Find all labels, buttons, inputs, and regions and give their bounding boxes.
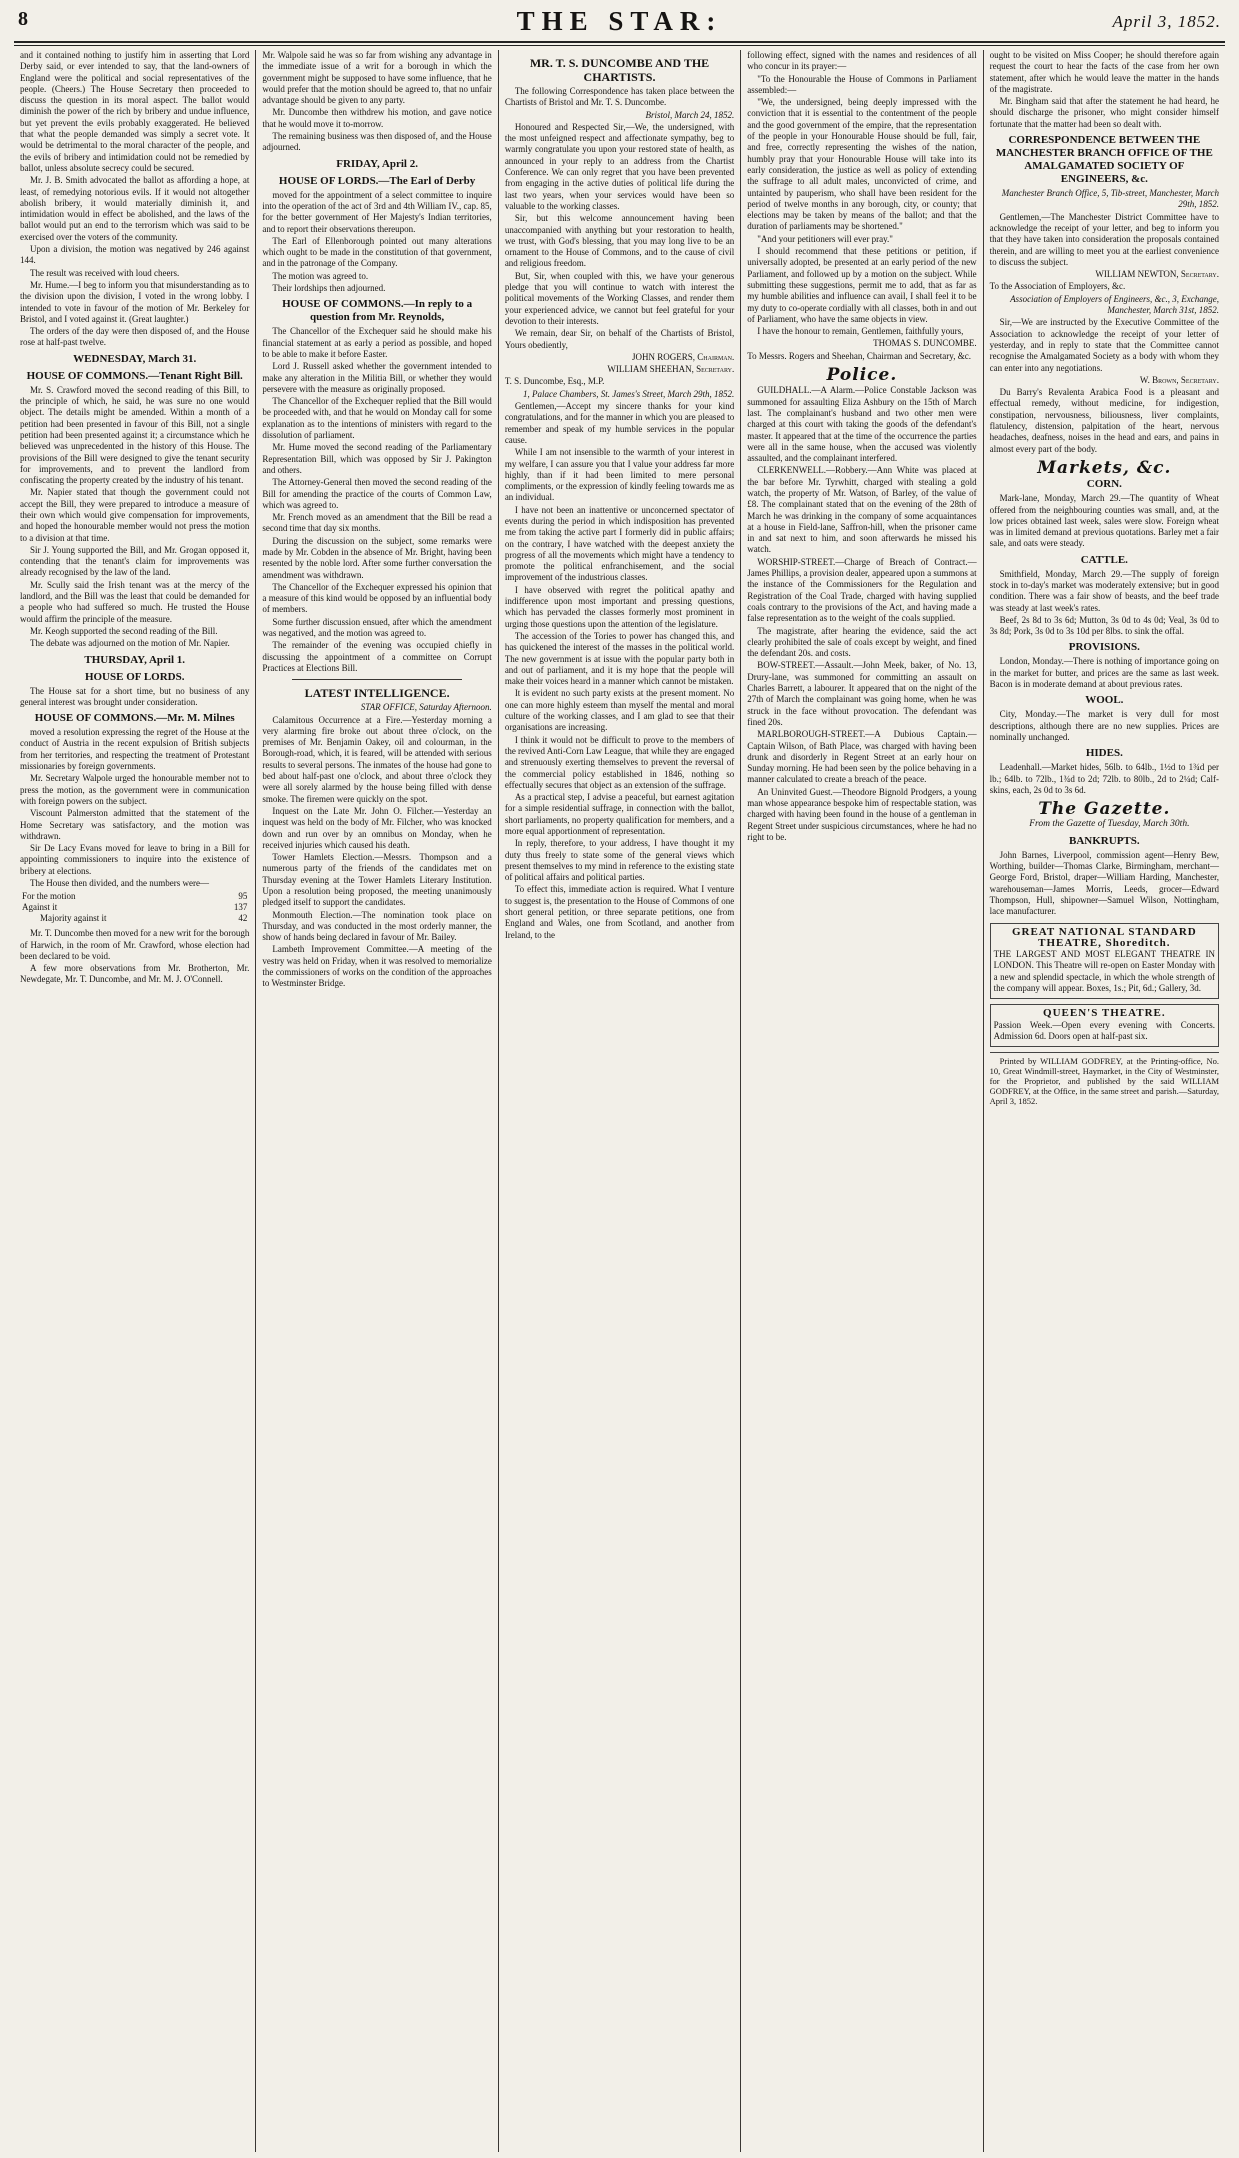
paragraph: Inquest on the Late Mr. John O. Filcher.—Yesterday an inquest was held on the body of Mr. Filcher, who was knocked down and run over by an omnibus on Monday, when he received injuries which caused his death. [262,805,492,850]
ad-title: QUEEN'S THEATRE. [1043,1007,1166,1020]
paragraph: Mr. Hume moved the second reading of the Parliamentary Representation Bill, which was opposed by Sir J. Pakington and others. [262,442,492,475]
dateline: 1, Palace Chambers, St. James's Street, March 29th, 1852. [522,388,735,399]
division-table [20,891,249,924]
section-heading: HOUSE OF COMMONS.—In reply to a question from Mr. Reynolds, [282,298,473,324]
market-subheading: CORN. [1086,478,1122,491]
paragraph: Some further discussion ensued, after which the amendment was negatived, and the motion was agreed to. [262,616,492,639]
paragraph: Mr. Walpole said he was so far from wishing any advantage in the immediate issue of a writ for a borough in which the government might be supposed to have some influence, that he would prefer that the motion should be agreed to, that no unfair advantage should be given to any party. [262,50,492,106]
paragraph: City, Monday.—The market is very dull for most descriptions, although there are no new supplies. Prices are nominally unchanged. [989,709,1220,742]
police-heading: Police. [826,365,898,386]
section-heading: HOUSE OF COMMONS.—Mr. M. Milnes [34,712,235,725]
column-1 [14,50,256,2152]
paragraph: John Barnes, Liverpool, commission agent—Henry Bew, Worthing, builder—Thomas Clarke, Birmingham, merchant—George Ford, Bristol, draper—William Harding, Manchester, warehouseman—James Morris, Leeds, grocer—Edward Thompson, Hull, shipowner—Samuel Wilson, Nottingham, lace manufacturer. [989,849,1220,917]
paragraph: While I am not insensible to the warmth of your interest in my welfare, I can assure you that I value your address far more highly, than if it had been limited to mere personal compliments, or the expression of kindly feeling towards me as an individual. [504,447,735,503]
paragraph: Mr. Hume.—I beg to inform you that misunderstanding as to the division upon the division, I voted in the wrong lobby. I intended to vote in favour of the motion of Mr. Berkeley for Bristol, and I voted against it. (Great laughter.) [20,279,250,324]
petition-text: "We, the undersigned, being deeply impressed with the conviction that it is essential to the contentment of the people and the good government of the empire, that the representation of the people in your Honourable House should be full, fair, and free, correctly representing the wishes of the nation, humbly pray that your Honourable House will take into its early consideration, the justice as well as policy of extending the suffrage to all adult males, unconvicted of crime, and untainted by pauperism, who shall have been resident for the period of twelve months in any borough, city, or county; that elections may be taken by means of the ballot; and that the duration of parliaments may be shortened." [747,97,977,232]
column-4 [741,50,983,2152]
paragraph: Mr. French moved as an amendment that the Bill be read a second time that day six months. [262,512,492,534]
paragraph: moved a resolution expressing the regret of the House at the conduct of Austria in the recent expulsion of British subjects from her territories, and respecting the treatment of Protestant missionaries by foreign governments. [20,727,250,772]
price-list: Beef, 2s 8d to 3s 6d; Mutton, 3s 0d to 4s 0d; Veal, 3s 0d to 3s 8d; Pork, 3s 0d to 3s 10d per 8lbs. to sink the offal. [989,614,1220,637]
printer-imprint: Printed by WILLIAM GODFREY, at the Printing-office, No. 10, Great Windmill-street, Haymarket, in the City of Westminster, for the Proprietor, and published by the said WILLIAM GODFREY, at the Office, in the same street and parish.—Saturday, April 3, 1852. [990,1052,1219,1106]
section-heading: HOUSE OF COMMONS.—Tenant Right Bill. [26,369,243,382]
article-heading: MR. T. S. DUNCOMBE AND THE CHARTISTS. [529,56,710,84]
dateline: Association of Employers of Engineers, &c., 3, Exchange, Manchester, March 31st, 1852. [1010,293,1220,316]
paragraph: BOW-STREET.—Assault.—John Meek, baker, of No. 13, Drury-lane, was summoned for committing an assault on Charles Barrett, a labourer. It appeared that on the night of the 27th of March the complainant was going home, when he was struck in the face without provocation. The defendant was fined 20s. [747,660,977,727]
paragraph: moved for the appointment of a select committee to inquire into the operation of the act of 3rd and 4th William IV., cap. 85, for the better government of Her Majesty's Indian territories, and to report their observations thereupon. [262,189,492,234]
day-heading: WEDNESDAY, March 31. [73,352,197,365]
paragraph: Calamitous Occurrence at a Fire.—Yesterday morning a very alarming fire broke out about three o'clock, on the premises of Mr. Benjamin Oakey, oil and colourman, in the Borough-road, which, it is feared, will be attended with serious results to several persons. The inmates of the house had gone to bed about half-past one o'clock, and about three o'clock they were all sorely alarmed by the house being filled with dense smoke. The firemen were quickly on the spot. [262,714,492,804]
masthead-rule-thin [14,45,1225,46]
divider [292,679,461,680]
paragraph: WORSHIP-STREET.—Charge of Breach of Contract.—James Phillips, a provision dealer, appeared upon a summons at the instance of the Commissioners for the Regulation and Registration of the Coal Trade, charged with having supplied coals contrary to the provisions of the Act, and having made a false representation as to the weight of the coals supplied. [747,556,977,624]
division-row: Against it 137 [22,902,248,913]
article-heading: CORRESPONDENCE BETWEEN THE MANCHESTER BRANCH OFFICE OF THE AMALGAMATED SOCIETY OF ENGINEERS, &c. [995,134,1213,186]
signature: THOMAS S. DUNCOMBE. [873,338,977,349]
paragraph: Upon a division, the motion was negatived by 246 against 144. [20,244,250,266]
paragraph: following effect, signed with the names and residences of all who concur in its prayer:— [747,50,977,72]
column-3 [499,50,741,2152]
ad-body: Passion Week.—Open every evening with Concerts. Admission 6d. Doors open at half-past six. [993,1019,1216,1041]
section-heading: HOUSE OF LORDS. [84,670,185,683]
paragraph: Smithfield, Monday, March 29.—The supply of foreign stock in to-day's market was moderately extensive; but in good condition. There was a fair show of beasts, and the beef trade was steady at last week's rates. [989,568,1220,613]
paragraph: MARLBOROUGH-STREET.—A Dubious Captain.—Captain Wilson, of Bath Place, was charged with having been drunk and disorderly in Regent Street at an early hour on Sunday morning. He had been seen by the police behaving in a manner calculated to create a breach of the peace. [747,729,977,785]
ad-body: THE LARGEST AND MOST ELEGANT THEATRE IN LONDON. This Theatre will re-open on Easter Monday with a new and splendid spectacle, in which the whole strength of the company will appear. Boxes, 1s.; Pit, 6d.; Gallery, 3d. [993,949,1216,993]
paragraph: The Attorney-General then moved the second reading of the Bill for amending the practice of the courts of Common Law, which was agreed to. [262,477,492,510]
ad-title: GREAT NATIONAL STANDARD THEATRE, Shoreditch. [1011,925,1197,949]
division-row: Majority against it 42 [40,913,248,924]
paragraph: Lord J. Russell asked whether the government intended to make any alteration in the Militia Bill, or whether they would persevere with the measure as originally proposed. [262,361,492,394]
paragraph: Monmouth Election.—The nomination took place on Thursday, and was conducted in the most orderly manner, the show of hands being declared in favour of Mr. Bailey. [262,909,492,943]
paragraph: The remaining business was then disposed of, and the House adjourned. [262,131,492,153]
gazette-subheading: From the Gazette of Tuesday, March 30th. [1029,819,1190,830]
addressee: T. S. Duncombe, Esq., M.P. [504,376,605,387]
paragraph: A few more observations from Mr. Brotherton, Mr. Newdegate, Mr. T. Duncombe, and Mr. M. J. O'Connell. [20,963,250,985]
paragraph: Sir,—We are instructed by the Executive Committee of the Association to acknowledge the receipt of your letter of yesterday, and in reply to state that the Committee cannot recognise the Amalgamated Society as a body with whom they can enter into any negotiations. [989,317,1220,373]
paragraph: The motion was agreed to. [272,270,369,281]
signature: W. Brown, Secretary. [1139,374,1220,385]
paragraph: I have observed with regret the political apathy and indifference upon most important and pressing questions, which has pervaded the classes formerly most prominent in urging those questions upon the attention of the legislature. [504,584,735,629]
paragraph: Viscount Palmerston admitted that the statement of the Home Secretary was satisfactory, and the motion was withdrawn. [20,808,250,841]
paragraph: Mr. Duncombe then withdrew his motion, and gave notice that he would move it to-morrow. [262,107,492,129]
paragraph: The House sat for a short time, but no business of any general interest was brought under consideration. [20,685,250,707]
paragraph: The orders of the day were then disposed of, and the House rose at half-past twelve. [20,326,250,348]
paragraph: I have not been an inattentive or unconcerned spectator of events during the period in which indisposition has prevented me from taking the active part I formerly did in public affairs; on the contrary, I have watched with the deepest anxiety the progress of all the movements which might have a tendency to promote the political enfranchisement, and the social improvement of the industrious classes. [504,504,735,583]
paragraph: It is evident no such party exists at the present moment. No one can more highly esteem than myself the mental and moral culture of the working classes, and I am glad to see that their organisations are increasing. [504,688,735,733]
paragraph: The following Correspondence has taken place between the Chartists of Bristol and Mr. T. S. Duncombe. [504,86,735,108]
column-5 [984,50,1225,2152]
paragraph: Honoured and Respected Sir,—We, the undersigned, with the most unfeigned respect and affectionate sympathy, beg to warmly congratulate you upon your restored state of health, as announced in your reply to an address from the Chartist Conference. We can only regret that you have been prevented from engaging in the active duties of political life during the last two years, when your services would have been so valuable to the working classes. [504,121,735,211]
theatre-advertisement [990,1004,1219,1047]
page-number: 8 [18,8,28,30]
paragraph: CLERKENWELL.—Robbery.—Ann White was placed at the bar before Mr. Tyrwhitt, charged with stealing a gold watch, the property of Mr. Watson, of Barley, of the value of £8. The complainant stated that on the evening of the 28th of March he was drinking in the company of some acquaintances at a house in Field-lane, Saffron-hill, when the prisoner came in and sat next to him, and soon afterwards he missed his watch. [747,465,977,555]
paragraph: Mr. Secretary Walpole urged the honourable member not to press the motion, as the government were in communication with foreign powers on the subject. [20,773,250,806]
paragraph: To effect this, immediate action is required. What I venture to suggest is, the presentation to the House of Commons of one short general petition, or three separate petitions, one from England and Wales, one from Scotland, and another from Ireland, to the [504,884,735,940]
paragraph: Lambeth Improvement Committee.—A meeting of the vestry was held on Friday, when it was resolved to memorialize the commissioners of works on the condition of the approaches to Westminster Bridge. [262,944,492,989]
masthead-rule [14,41,1225,43]
newspaper-title: THE STAR: [516,6,723,36]
theatre-advertisement [990,923,1219,1000]
paragraph: Gentlemen,—The Manchester District Committee have to acknowledge the receipt of your letter, and beg to inform you that they have taken into consideration the proposals contained therein, and are willing to meet you at the earliest convenience to discuss the subject. [989,211,1220,267]
paragraph: Mark-lane, Monday, March 29.—The quantity of Wheat offered from the neighbouring counties was small, and, at the low prices obtained last week, sales were slow. Foreign wheat was in limited demand at previous quotations. Barley met a fair sale, and oats were steady. [989,493,1220,549]
paragraph: The accession of the Tories to power has changed this, and has quickened the interest of the masses in the political world. The new government is at issue with the popular party both in and out of parliament, and it is my hope that the people will make their voices heard in a manner which cannot be mistaken. [504,630,735,687]
dateline: Bristol, March 24, 1852. [645,109,735,120]
issue-date: April 3, 1852. [1112,12,1221,31]
markets-heading: Markets, &c. [1037,457,1172,478]
columns [14,50,1225,2152]
paragraph: We remain, dear Sir, on behalf of the Chartists of Bristol, Yours obediently, [504,328,735,350]
paragraph: Their lordships then adjourned. [272,283,386,294]
paragraph: Sir J. Young supported the Bill, and Mr. Grogan opposed it, contending that the tenant's claim for improvements was already recognised by the law of the land. [20,544,250,578]
paragraph: Mr. Scully said the Irish tenant was at the mercy of the landlord, and the Bill was the least that could be demanded for a people who had suffered so much. He trusted the House would affirm the principle of the measure. [20,579,250,624]
paragraph: The remainder of the evening was occupied chiefly in discussing the appointment of a committee on Corrupt Practices at Elections Bill. [262,640,492,673]
advertisement-text: Du Barry's Revalenta Arabica Food is a pleasant and effectual remedy, without medicine, for indigestion, constipation, nervousness, biliousness, liver complaints, flatulency, distension, palpitation of the heart, nervous headaches, deafness, noises in the head and ears, and pains in almost every part of the body. [989,387,1220,454]
division-row: For the motion 95 [22,891,248,902]
addressee: To the Association of Employers, &c. [989,281,1126,292]
paragraph: In reply, therefore, to your address, I have thought it my duty thus freely to state some of the general views which present themselves to my mind in reference to the existing state of political affairs and political parties. [504,838,735,883]
day-heading: FRIDAY, April 2. [336,157,418,170]
latest-intelligence-heading: LATEST INTELLIGENCE. [304,686,450,701]
paragraph: Gentlemen,—Accept my sincere thanks for your kind congratulations, and for the manner in which you are pleased to remember and speak of my humble services in the popular cause. [504,401,735,445]
petition-address: "To the Honourable the House of Commons in Parliament assembled:— [747,73,977,95]
market-subheading: WOOL. [1085,694,1124,707]
paragraph: Mr. Napier stated that though the government could not accept the Bill, they were prepared to introduce a measure of their own which would give compensation for improvements, and hoped the honourable member would not press the motion to a division at that time. [20,487,250,543]
paragraph: The Earl of Ellenborough pointed out many alterations which ought to be made in the constitution of that government, and in the patronage of the Company. [262,235,492,269]
paragraph: London, Monday.—There is nothing of importance going on in the market for butter, and prices are the same as last week. Bacon is in moderate demand at about previous rates. [989,656,1220,690]
paragraph: As a practical step, I advise a peaceful, but earnest agitation for a simple residential suffrage, in connection with the ballot, short parliaments, no property qualification for members, and a more equal apportionment of representation. [504,792,735,836]
division-title: The House then divided, and the numbers were— [30,878,209,888]
day-heading: THURSDAY, April 1. [84,653,186,666]
paragraph: Tower Hamlets Election.—Messrs. Thompson and a numerous party of the friends of the candidates met on Thursday evening at the Tower Hamlets Literary Institution. Upon a resolution being proposed, the meeting unanimously pledged itself to support the candidates. [262,852,492,908]
paragraph: Mr. S. Crawford moved the second reading of this Bill, to the principle of which, he said, he was sure no one would object. The details might be amended. Within a month of a petition had been presented in favour of this Bill, not a single petition had been presented against it; a circumstance which he believed was unprecedented in the history of this House. The provisions of the Bill were designed to give the tenant security for improvements, and to prevent the landlord from confiscating the property created by the industry of his tenant. [20,384,250,486]
paragraph: The debate was adjourned on the motion of Mr. Napier. [30,638,230,649]
paragraph: The Chancellor of the Exchequer expressed his opinion that a measure of this kind would be opposed by an influential body of members. [262,581,492,615]
paragraph: But, Sir, when coupled with this, we have your generous pledge that you will continue to watch with interest the political movements of the Working Classes, and render them your experienced advice, we cannot but feel grateful for your devotion to their interests. [504,270,735,326]
paragraph: GUILDHALL.—A Alarm.—Police Constable Jackson was summoned for assaulting Eliza Ashbury on the 15th of March last. The complainant's husband and two other men were charged at this court with taking the goods of the defendant's master. It appeared that at the time of the occurrence the parties were all in the same house, when the accused was violently assaulted, and the complainant interfered. [747,385,977,464]
bankrupts-heading: BANKRUPTS. [1069,834,1140,847]
section-heading: HOUSE OF LORDS.—The Earl of Derby [278,174,476,187]
signature: WILLIAM SHEEHAN, Secretary. [607,364,735,375]
paragraph: Mr. Keogh supported the second reading of the Bill. [30,625,218,636]
signature: JOHN ROGERS, Chairman. [632,351,735,362]
masthead [14,6,1225,40]
market-subheading: PROVISIONS. [1068,641,1140,654]
paragraph: Sir De Lacy Evans moved for leave to bring in a Bill for appointing commissioners to inquire into the existence of bribery at elections. [20,843,250,876]
paragraph: Leadenhall.—Market hides, 56lb. to 64lb., 1½d to 1¾d per lb.; 64lb. to 72lb., 1¾d to 2d; 72lb. to 80lb., 2d to 2¼d; Calf-skins, each, 2s 0d to 3s 6d. [989,762,1220,795]
market-subheading: HIDES. [1085,747,1123,760]
paragraph: The Chancellor of the Exchequer said he should make his financial statement at as early a period as possible, and hoped to be able to make it before Easter. [262,326,492,359]
paragraph: Mr. T. Duncombe then moved for a new writ for the borough of Harwich, in the room of Mr. Crawford, whose election had been declared to be void. [20,928,250,961]
paragraph: and it contained nothing to justify him in asserting that Lord Derby said, or ever intended to say, that the land-owners of England were the political and social representatives of the people. (Cheers.) The House Secretary then proceeded to discuss the question in its moral aspect. The ballot would diminish the power of the rich by bribery and undue influence, but yet prevent the evils probably exaggerated. He believed that what the people demanded was simply a secret vote. It would be detrimental to the moral character of the people, and the evils of bribery and intimidation could not be remedied by ballot, unless absolute secrecy could be secured. [20,50,250,173]
paragraph: Sir, but this welcome announcement having been unaccompanied with anything but your restoration to health, we trust, with God's blessing, that you may long live to be an ornament to the House of Commons, and to the cause of civil and religious freedom. [504,213,735,269]
paragraph: An Uninvited Guest.—Theodore Bignold Prodgers, a young man whose appearance bespoke him of respectable station, was charged with having been found in the house of a gentleman in Regent Street under suspicious circumstances, where he had no right to be. [747,786,977,842]
market-subheading: CATTLE. [1080,553,1128,566]
paragraph: Mr. Bingham said that after the statement he had heard, he should discharge the prisoner, who might consider himself fortunate that the matter had been so dealt with. [989,96,1220,129]
dateline: Manchester Branch Office, 5, Tib-street, Manchester, March 29th, 1852. [1001,188,1220,210]
addressee: To Messrs. Rogers and Sheehan, Chairman and Secretary, &c. [747,350,971,361]
paragraph: The magistrate, after hearing the evidence, said the act clearly prohibited the sale of coals except by weight, and fined the defendant 20s. and costs. [747,625,977,659]
paragraph: During the discussion on the subject, some remarks were made by Mr. Cobden in the absence of Mr. Bright, having been resented by the noble lord. After some further conversation the amendment was withdrawn. [262,535,492,580]
paragraph: ought to be visited on Miss Cooper; he should therefore again request the court to hear the facts of the case from her own statement, after which he would leave the matter in the hands of the magistrate. [989,50,1220,94]
paragraph: I should recommend that these petitions or petition, if universally adopted, be presented at an early period of the new Parliament, and followed up by a motion on the subject. While submitting these suggestions, permit me to add, that as far as my humble abilities and influence can avail, I shall feel it to be my duty to co-operate cordially with all classes, both in and out of Parliament, who have the same objects in view. [747,246,977,324]
paragraph: The result was received with loud cheers. [30,267,180,278]
star-office-line: STAR OFFICE, Saturday Afternoon. [360,702,492,713]
paragraph: The Chancellor of the Exchequer replied that the Bill would be proceeded with, and that he would on Monday call for some explanation as to the intentions of ministers with regard to the dissolution of parliament. [262,396,492,441]
paragraph: Mr. J. B. Smith advocated the ballot as affording a hope, at least, of remedying notorious evils. If it would not altogether abolish bribery, it would materially diminish it, and intimidation would in effect be abolished, and the laws of the ballot would put an end to the terrorism which was said to be exercised over the voters of the community. [20,175,250,242]
gazette-heading: The Gazette. [1038,799,1171,820]
column-2 [256,50,498,2152]
signature: WILLIAM NEWTON, Secretary. [1095,269,1220,280]
paragraph: "And your petitioners will ever pray." [757,233,893,244]
paragraph: I think it would not be difficult to prove to the members of the revived Anti-Corn Law League, that while they are engaged and strenuously exerting themselves to prevent the reversal of the commercial policy established in 1846, nothing so effectually secures that object as an extension of the suffrage. [504,734,735,790]
paragraph: I have the honour to remain, Gentlemen, faithfully yours, [757,326,964,337]
